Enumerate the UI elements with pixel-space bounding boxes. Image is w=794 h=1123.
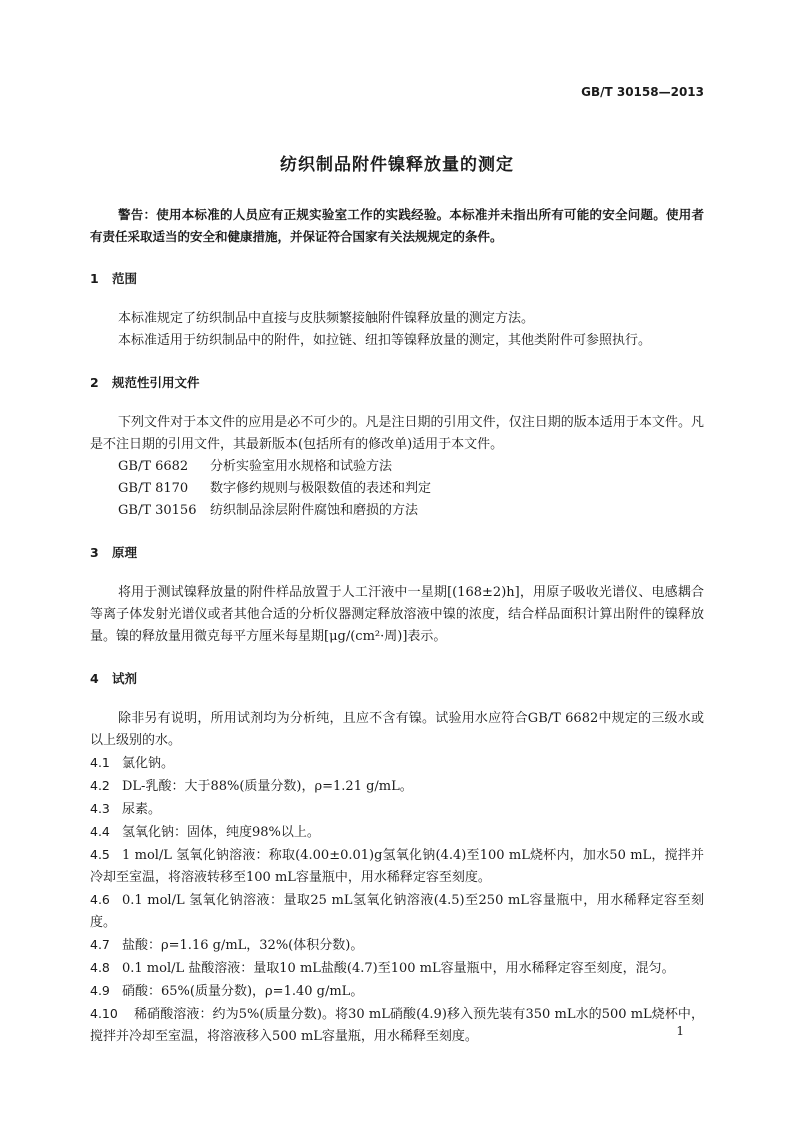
reagent-item xyxy=(90,821,704,844)
item-number: 4.8 xyxy=(90,960,110,975)
section-title: 原理 xyxy=(112,545,138,560)
reference-item xyxy=(90,456,704,478)
item-text: 盐酸：ρ=1.16 g/mL，32%(体积分数)。 xyxy=(122,938,364,953)
section-heading-principle xyxy=(90,542,704,564)
section-number: 3 xyxy=(90,545,99,560)
document-body xyxy=(90,204,704,1048)
reagent-item xyxy=(90,934,704,957)
reagent-item xyxy=(90,980,704,1003)
section-title: 范围 xyxy=(112,271,138,286)
section-number: 1 xyxy=(90,271,99,286)
item-text: 1 mol/L 氢氧化钠溶液：称取(4.00±0.01)g氢氧化钠(4.4)至100 mL烧杯内，加水50 mL，搅拌并冷却至室温，将溶液转移至100 mL容量瓶中，用水稀释定容至刻度。 xyxy=(90,848,704,885)
section-number: 2 xyxy=(90,375,99,390)
item-number: 4.9 xyxy=(90,983,110,998)
section-heading-scope xyxy=(90,268,704,290)
section-heading-reagents xyxy=(90,668,704,690)
reagent-item xyxy=(90,957,704,980)
reagent-item xyxy=(90,889,704,934)
reference-title: 分析实验室用水规格和试验方法 xyxy=(210,459,393,474)
reference-code: GB/T 6682 xyxy=(118,459,189,474)
item-text: 稀硝酸溶液：约为5%(质量分数)。将30 mL硝酸(4.9)移入预先装有350 mL水的500 mL烧杯中，搅拌并冷却至室温，将溶液移入500 mL容量瓶，用水稀释至刻度。 xyxy=(90,1007,704,1044)
item-text: 0.1 mol/L 盐酸溶液：量取10 mL盐酸(4.7)至100 mL容量瓶中，用水稀释定容至刻度，混匀。 xyxy=(122,961,675,976)
reagent-item xyxy=(90,844,704,889)
scope-paragraph-1: 本标准规定了纺织制品中直接与皮肤频繁接触附件镍释放量的测定方法。 xyxy=(118,311,535,326)
item-number: 4.6 xyxy=(90,892,110,907)
item-number: 4.5 xyxy=(90,847,110,862)
standard-code: GB/T 30158—2013 xyxy=(581,85,704,99)
reference-title: 纺织制品涂层附件腐蚀和磨损的方法 xyxy=(210,503,419,518)
item-text: 0.1 mol/L 氢氧化钠溶液：量取25 mL氢氧化钠溶液(4.5)至250 mL容量瓶中，用水稀释定容至刻度。 xyxy=(90,893,704,930)
item-number: 4.10 xyxy=(90,1006,118,1021)
reference-item xyxy=(90,500,704,522)
document-title: 纺织制品附件镍释放量的测定 xyxy=(280,155,514,175)
item-text: 硝酸：65%(质量分数)，ρ=1.40 g/mL。 xyxy=(122,984,364,999)
principle-paragraph: 将用于测试镍释放量的附件样品放置于人工汗液中一星期[(168±2)h]，用原子吸收光谱仪、电感耦合等离子体发射光谱仪或者其他合适的分析仪器测定释放溶液中镍的浓度，结合样品面积计算出附件的镍释放量。镍的释放量用微克每平方厘米每星期[μg/(cm²·周)]表示。 xyxy=(90,585,704,644)
section-number: 4 xyxy=(90,671,99,686)
reagents-intro: 除非另有说明，所用试剂均为分析纯，且应不含有镍。试验用水应符合GB/T 6682中规定的三级水或以上级别的水。 xyxy=(90,711,704,748)
item-text: DL-乳酸：大于88%(质量分数)，ρ=1.21 g/mL。 xyxy=(122,779,413,794)
page-number: 1 xyxy=(676,1024,684,1038)
item-text: 尿素。 xyxy=(122,802,162,817)
item-text: 氢氧化钠：固体，纯度98%以上。 xyxy=(122,825,320,840)
section-title: 规范性引用文件 xyxy=(112,375,200,390)
reagent-item xyxy=(90,798,704,821)
references-intro: 下列文件对于本文件的应用是必不可少的。凡是注日期的引用文件，仅注日期的版本适用于本文件。凡是不注日期的引用文件，其最新版本(包括所有的修改单)适用于本文件。 xyxy=(90,415,704,452)
item-number: 4.3 xyxy=(90,801,110,816)
scope-paragraph-2: 本标准适用于纺织制品中的附件，如拉链、纽扣等镍释放量的测定，其他类附件可参照执行。 xyxy=(118,333,652,348)
item-number: 4.7 xyxy=(90,937,110,952)
reference-code: GB/T 30156 xyxy=(118,503,197,518)
item-text: 氯化钠。 xyxy=(122,756,175,771)
item-number: 4.4 xyxy=(90,824,110,839)
reagent-item xyxy=(90,775,704,798)
reagent-item xyxy=(90,1003,704,1048)
item-number: 4.1 xyxy=(90,755,110,770)
section-heading-normative-references xyxy=(90,372,704,394)
warning-paragraph: 警告：使用本标准的人员应有正规实验室工作的实践经验。本标准并未指出所有可能的安全问题。使用者有责任采取适当的安全和健康措施，并保证符合国家有关法规规定的条件。 xyxy=(90,207,704,244)
item-number: 4.2 xyxy=(90,778,110,793)
reference-item xyxy=(90,478,704,500)
reagent-item xyxy=(90,752,704,775)
section-title: 试剂 xyxy=(112,671,138,686)
reference-code: GB/T 8170 xyxy=(118,481,189,496)
reference-title: 数字修约规则与极限数值的表述和判定 xyxy=(210,481,432,496)
